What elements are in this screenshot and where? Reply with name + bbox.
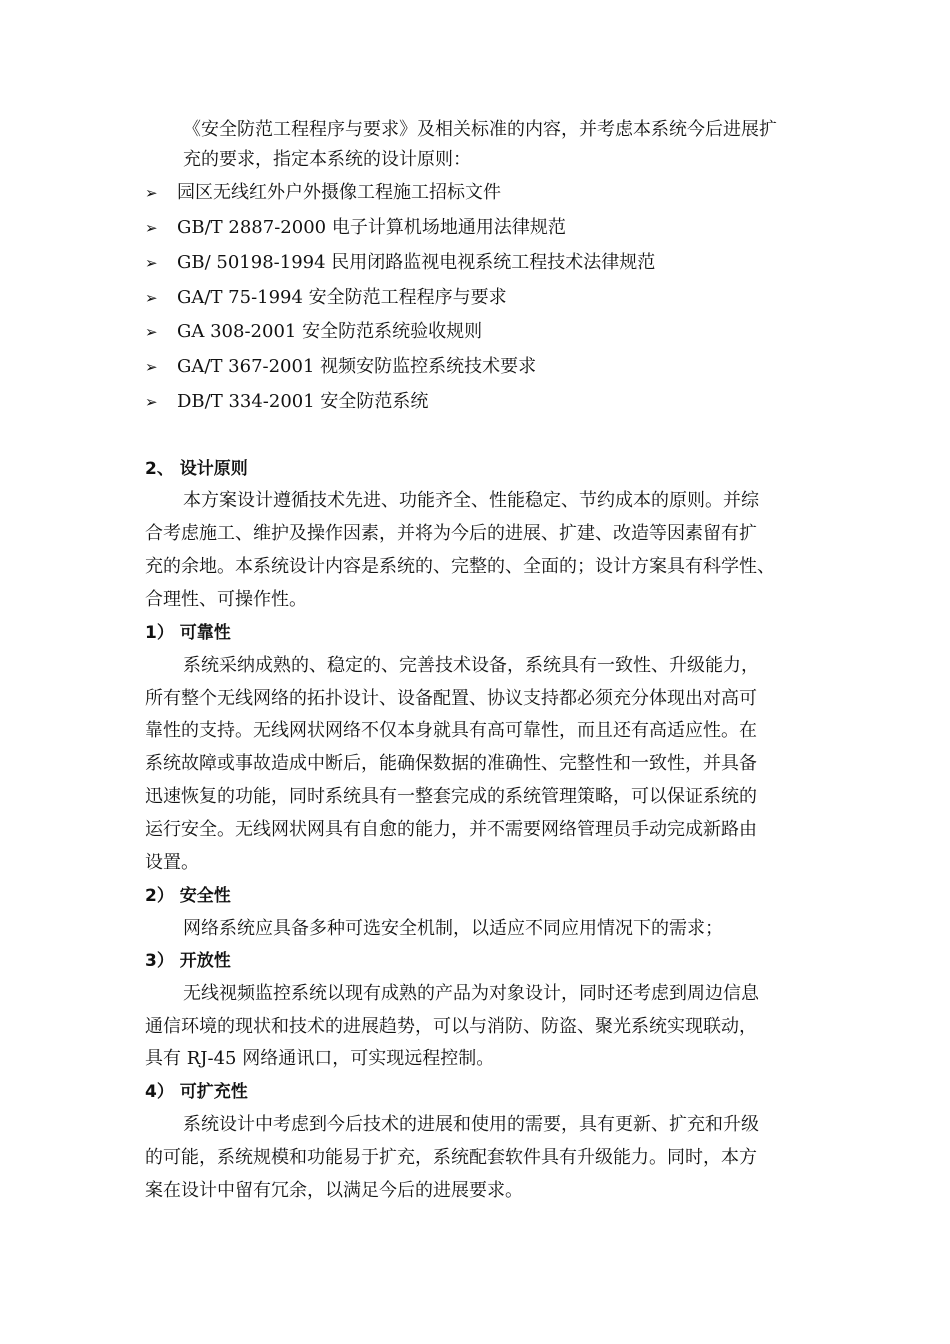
list-item: DB/T 334-2001 安全防范系统 bbox=[177, 391, 429, 412]
subsection-heading: 2） 安全性 bbox=[145, 886, 231, 906]
arrow-bullet-icon: ➢ bbox=[145, 393, 158, 411]
list-item: 园区无线红外户外摄像工程施工招标文件 bbox=[177, 182, 501, 203]
paragraph-line: 所有整个无线网络的拓扑设计、设备配置、协议支持都必须充分体现出对高可 bbox=[145, 688, 757, 709]
arrow-bullet-icon: ➢ bbox=[145, 358, 158, 376]
paragraph-line: 运行安全。无线网状网具有自愈的能力，并不需要网络管理员手动完成新路由 bbox=[145, 819, 757, 840]
paragraph-line: 合考虑施工、维护及操作因素，并将为今后的进展、扩建、改造等因素留有扩 bbox=[145, 523, 757, 544]
subsection-heading: 3） 开放性 bbox=[145, 951, 231, 971]
arrow-bullet-icon: ➢ bbox=[145, 184, 158, 202]
list-item: GA/T 75-1994 安全防范工程程序与要求 bbox=[177, 287, 507, 308]
paragraph-line: 的可能，系统规模和功能易于扩充，系统配套软件具有升级能力。同时，本方 bbox=[145, 1147, 757, 1168]
paragraph-line: 具有 RJ-45 网络通讯口，可实现远程控制。 bbox=[145, 1048, 495, 1069]
arrow-bullet-icon: ➢ bbox=[145, 289, 158, 307]
paragraph-line: 系统故障或事故造成中断后，能确保数据的准确性、完整性和一致性，并具备 bbox=[145, 753, 757, 774]
list-item: GA 308-2001 安全防范系统验收规则 bbox=[177, 321, 483, 342]
paragraph-line: 网络系统应具备多种可选安全机制，以适应不同应用情况下的需求； bbox=[183, 918, 723, 939]
list-item: GB/T 2887-2000 电子计算机场地通用法律规范 bbox=[177, 217, 566, 238]
arrow-bullet-icon: ➢ bbox=[145, 323, 158, 341]
paragraph-line: 无线视频监控系统以现有成熟的产品为对象设计，同时还考虑到周边信息 bbox=[183, 983, 759, 1004]
arrow-bullet-icon: ➢ bbox=[145, 219, 158, 237]
paragraph-line: 充的余地。本系统设计内容是系统的、完整的、全面的；设计方案具有科学性、 bbox=[145, 556, 775, 577]
subsection-heading: 1） 可靠性 bbox=[145, 623, 231, 643]
paragraph-line: 靠性的支持。无线网状网络不仅本身就具有高可靠性，而且还有高适应性。在 bbox=[145, 720, 757, 741]
paragraph-line: 案在设计中留有冗余，以满足今后的进展要求。 bbox=[145, 1180, 523, 1201]
arrow-bullet-icon: ➢ bbox=[145, 254, 158, 272]
intro-line: 《安全防范工程程序与要求》及相关标准的内容，并考虑本系统今后进展扩 bbox=[183, 119, 777, 140]
paragraph-line: 合理性、可操作性。 bbox=[145, 589, 307, 610]
paragraph-line: 设置。 bbox=[145, 852, 199, 873]
list-item: GA/T 367-2001 视频安防监控系统技术要求 bbox=[177, 356, 537, 377]
paragraph-line: 通信环境的现状和技术的进展趋势，可以与消防、防盗、聚光系统实现联动， bbox=[145, 1016, 757, 1037]
intro-line: 充的要求，指定本系统的设计原则： bbox=[183, 149, 471, 170]
paragraph-line: 迅速恢复的功能，同时系统具有一整套完成的系统管理策略，可以保证系统的 bbox=[145, 786, 757, 807]
section-heading: 2、 设计原则 bbox=[145, 459, 248, 479]
list-item: GB/ 50198-1994 民用闭路监视电视系统工程技术法律规范 bbox=[177, 252, 656, 273]
paragraph-line: 系统设计中考虑到今后技术的进展和使用的需要，具有更新、扩充和升级 bbox=[183, 1114, 759, 1135]
paragraph-line: 系统采纳成熟的、稳定的、完善技术设备，系统具有一致性、升级能力， bbox=[183, 655, 759, 676]
paragraph-line: 本方案设计遵循技术先进、功能齐全、性能稳定、节约成本的原则。并综 bbox=[183, 490, 759, 511]
subsection-heading: 4） 可扩充性 bbox=[145, 1082, 248, 1102]
